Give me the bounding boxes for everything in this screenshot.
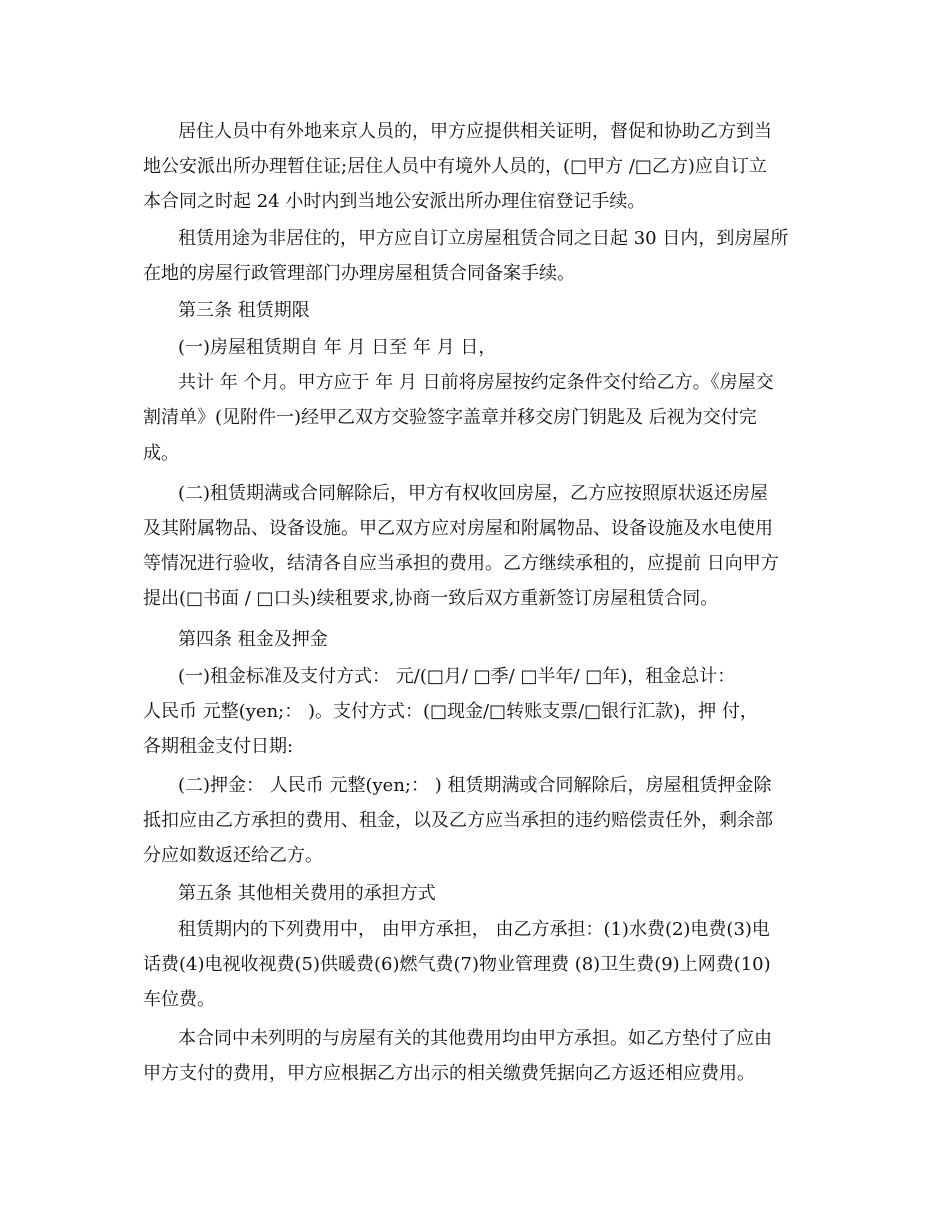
paragraph-line: 本合同之时起 24 小时内到当地公安派出所办理住宿登记手续。 <box>143 191 646 212</box>
paragraph-line: 及其附属物品、设备设施。甲乙双方应对房屋和附属物品、设备设施及水电使用 <box>143 518 773 539</box>
paragraph-line: 割清单》(见附件一)经甲乙双方交验签字盖章并移交房门钥匙及 后视为交付完 <box>143 407 757 428</box>
paragraph-line: 提出(□书面 / □口头)续租要求,协商一致后双方重新签订房屋租赁合同。 <box>143 588 719 609</box>
paragraph-line: (二)租赁期满或合同解除后，甲方有权收回房屋，乙方应按照原状返还房屋 <box>178 483 769 504</box>
section-heading: 第五条 其他相关费用的承担方式 <box>178 883 436 904</box>
paragraph-line: 甲方支付的费用，甲方应根据乙方出示的相关缴费凭据向乙方返还相应费用。 <box>143 1063 755 1084</box>
paragraph-line: 各期租金支付日期: <box>143 736 294 757</box>
paragraph-line: 租赁期内的下列费用中， 由甲方承担， 由乙方承担：(1)水费(2)电费(3)电 <box>178 919 770 940</box>
paragraph-line: 地公安派出所办理暂住证;居住人员中有境外人员的，(□甲方 /□乙方)应自订立 <box>143 156 767 177</box>
paragraph-line: 分应如数返还给乙方。 <box>143 845 323 866</box>
paragraph-line: 租赁用途为非居住的，甲方应自订立房屋租赁合同之日起 30 日内，到房屋所 <box>178 228 789 249</box>
paragraph-line: 车位费。 <box>143 989 215 1010</box>
paragraph-line: 本合同中未列明的与房屋有关的其他费用均由甲方承担。如乙方垫付了应由 <box>178 1028 772 1049</box>
paragraph-line: (二)押金： 人民币 元整(yen;： ) 租赁期满或合同解除后，房屋租赁押金除 <box>178 775 772 796</box>
section-heading: 第三条 租赁期限 <box>178 300 310 321</box>
paragraph-line: 话费(4)电视收视费(5)供暖费(6)燃气费(7)物业管理费 (8)卫生费(9)上网费(10) <box>143 954 771 975</box>
paragraph-line: 人民币 元整(yen;： )。支付方式：(□现金/□转账支票/□银行汇款)，押 付， <box>143 701 758 722</box>
paragraph-line: 居住人员中有外地来京人员的，甲方应提供相关证明，督促和协助乙方到当 <box>178 121 772 142</box>
paragraph-line: 抵扣应由乙方承担的费用、租金，以及乙方应当承担的违约赔偿责任外，剩余部 <box>143 810 773 831</box>
paragraph-line: 等情况进行验收，结清各自应当承担的费用。乙方继续承租的，应提前 日向甲方 <box>143 553 779 574</box>
paragraph-line: 成。 <box>143 443 179 464</box>
paragraph-line: (一)房屋租赁期自 年 月 日至 年 月 日， <box>178 337 497 358</box>
paragraph-line: (一)租金标准及支付方式： 元/(□月/ □季/ □半年/ □年)，租金总计： <box>178 666 736 687</box>
paragraph-line: 共计 年 个月。甲方应于 年 月 日前将房屋按约定条件交付给乙方。《房屋交 <box>178 372 774 393</box>
section-heading: 第四条 租金及押金 <box>178 629 328 650</box>
paragraph-line: 在地的房屋行政管理部门办理房屋租赁合同备案手续。 <box>143 263 575 284</box>
